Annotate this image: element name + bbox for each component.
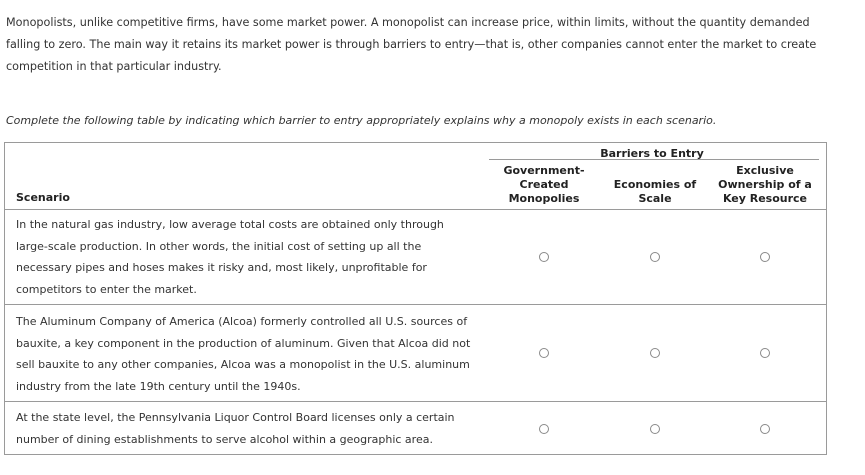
radio-row3-economies[interactable] xyxy=(650,424,660,434)
row-divider-1 xyxy=(5,304,826,305)
scenario-text-1: In the natural gas industry, low average total costs are obtained only through large-scale production. In other words, the initial cost of setting up all the necessary pipes and hoses makes it risky and, most likely, unprofitable for competitors to enter the market. xyxy=(16,218,444,297)
col-header-economies: Economies of Scale xyxy=(613,178,697,205)
scenario-header: Scenario xyxy=(16,191,70,204)
barriers-group-header: Barriers to Entry xyxy=(600,147,704,160)
instruction-text: Complete the following table by indicating which barrier to entry appropriately explains why a monopoly exists in each scenario. xyxy=(6,114,717,127)
radio-row3-exclusive[interactable] xyxy=(760,424,770,434)
radio-row1-exclusive[interactable] xyxy=(760,252,770,262)
scenario-text-3: At the state level, the Pennsylvania Liquor Control Board licenses only a certain number of dining establishments to serve alcohol within a geographic area. xyxy=(16,411,455,446)
intro-paragraph: Monopolists, unlike competitive firms, have some market power. A monopolist can increase price, within limits, without the quantity demanded falling to zero. The main way it retains its market power is through barriers to entry—that is, other companies cannot enter the market to create competition in that particular industry. xyxy=(6,16,817,73)
radio-row1-economies[interactable] xyxy=(650,252,660,262)
radio-row1-government[interactable] xyxy=(539,252,549,262)
scenario-text-2: The Aluminum Company of America (Alcoa) formerly controlled all U.S. sources of bauxite, a key component in the production of aluminum. Given that Alcoa did not sell bauxite to any other companies, Alcoa was a monopolist in the U.S. aluminum industry from the late 19th century until the 1940s. xyxy=(16,315,471,394)
radio-row2-exclusive[interactable] xyxy=(760,348,770,358)
barriers-table xyxy=(4,142,827,455)
col-header-exclusive: Exclusive Ownership of a Key Resource xyxy=(718,164,812,205)
radio-row2-government[interactable] xyxy=(539,348,549,358)
radio-row3-government[interactable] xyxy=(539,424,549,434)
row-divider-2 xyxy=(5,401,826,402)
col-header-government: Government-Created Monopolies xyxy=(503,164,585,205)
radio-row2-economies[interactable] xyxy=(650,348,660,358)
group-header-divider xyxy=(489,159,819,160)
header-divider xyxy=(5,209,826,210)
